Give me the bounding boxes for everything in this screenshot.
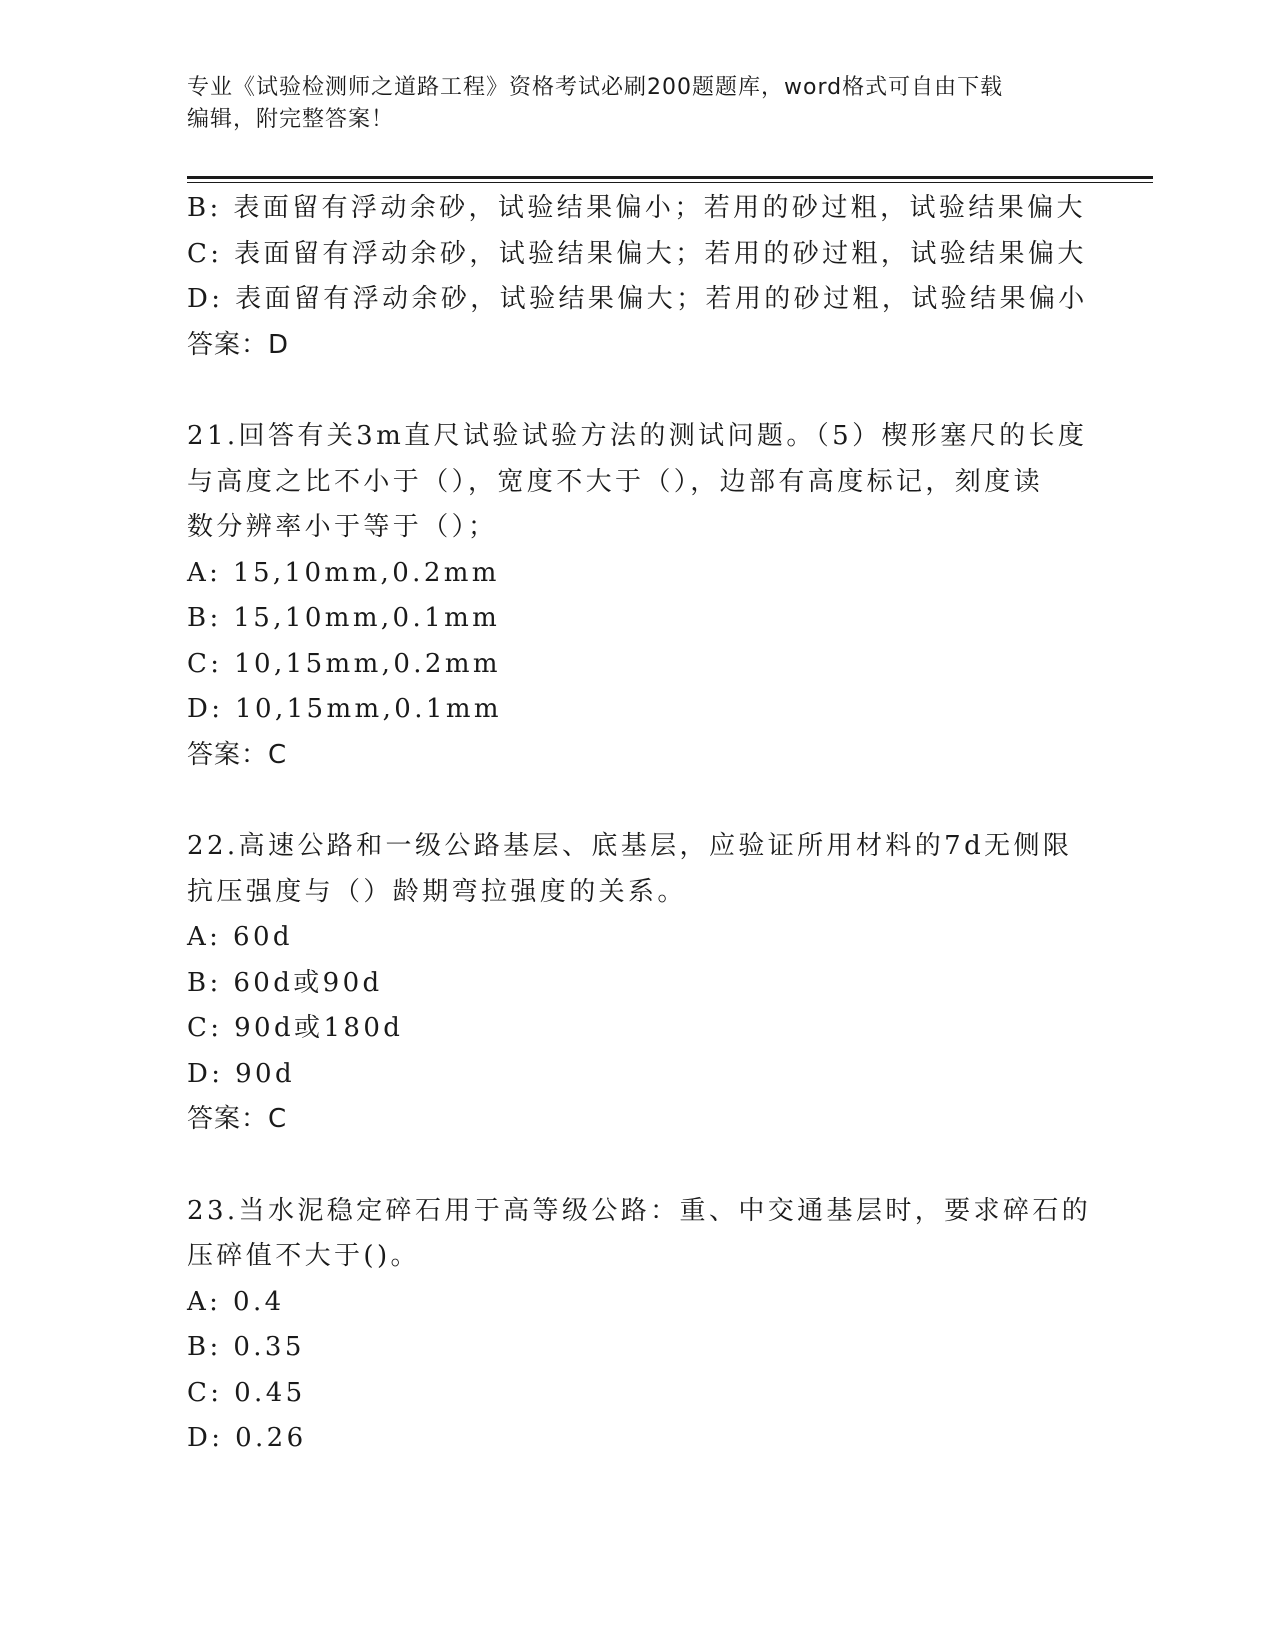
header-rule-thin xyxy=(187,182,1153,183)
answer-line: 答案：C xyxy=(187,739,288,770)
answer-line: 答案：C xyxy=(187,1104,288,1134)
option-b: B: 15,10mm,0.1mm xyxy=(187,603,501,633)
option-d: D: 10,15mm,0.1mm xyxy=(187,694,502,724)
question-stem-line: 21.回答有关3m直尺试验试验方法的测试问题。（5）楔形塞尺的长度 xyxy=(187,421,1088,451)
header-line-2: 编辑，附完整答案！ xyxy=(187,107,395,132)
spacer xyxy=(187,1143,1087,1189)
option-c: C: 10,15mm,0.2mm xyxy=(187,648,501,679)
question-stem-line: 22.高速公路和一级公路基层、底基层，应验证所用材料的7d无侧限 xyxy=(187,831,1073,861)
question-stem-line: 23.当水泥稳定碎石用于高等级公路：重、中交通基层时，要求碎石的 xyxy=(187,1195,1092,1226)
option-d: D: 0.26 xyxy=(187,1423,307,1453)
header-rule-thick xyxy=(187,176,1153,179)
header-line-1: 专业《试验检测师之道路工程》资格考试必刷200题题库，word格式可自由下载 xyxy=(187,75,1004,100)
option-b: B: 0.35 xyxy=(187,1332,305,1362)
question-continuation xyxy=(187,186,1087,368)
option-c: C: 0.45 xyxy=(187,1377,306,1408)
answer-line: 答案：D xyxy=(187,329,290,360)
option-d: D: 90d xyxy=(187,1058,295,1089)
question-stem-line: 数分辨率小于等于（）； xyxy=(187,512,498,542)
question-stem-line: 压碎值不大于()。 xyxy=(187,1241,420,1271)
option-a: A: 60d xyxy=(187,922,293,952)
question-stem-line: 与高度之比不小于（），宽度不大于（），边部有高度标记，刻度读 xyxy=(187,466,1044,497)
document-header xyxy=(187,72,1067,136)
option-a: A: 15,10mm,0.2mm xyxy=(187,557,500,588)
option-a: A: 0.4 xyxy=(187,1286,285,1317)
option-d: D: 表面留有浮动余砂，试验结果偏大；若用的砂过粗，试验结果偏小 xyxy=(187,284,1088,314)
option-c: C: 90d或180d xyxy=(187,1013,404,1043)
question-list xyxy=(187,186,1092,1462)
question-22 xyxy=(187,824,1087,1143)
spacer xyxy=(187,778,1087,824)
option-b: B: 表面留有浮动余砂，试验结果偏小；若用的砂过粗，试验结果偏大 xyxy=(187,193,1086,223)
question-stem-line: 抗压强度与（）龄期弯拉强度的关系。 xyxy=(187,876,687,907)
option-c: C: 表面留有浮动余砂，试验结果偏大；若用的砂过粗，试验结果偏大 xyxy=(187,238,1087,269)
question-23 xyxy=(187,1189,1092,1462)
question-21 xyxy=(187,414,1087,778)
spacer xyxy=(187,368,1087,414)
option-b: B: 60d或90d xyxy=(187,967,383,998)
